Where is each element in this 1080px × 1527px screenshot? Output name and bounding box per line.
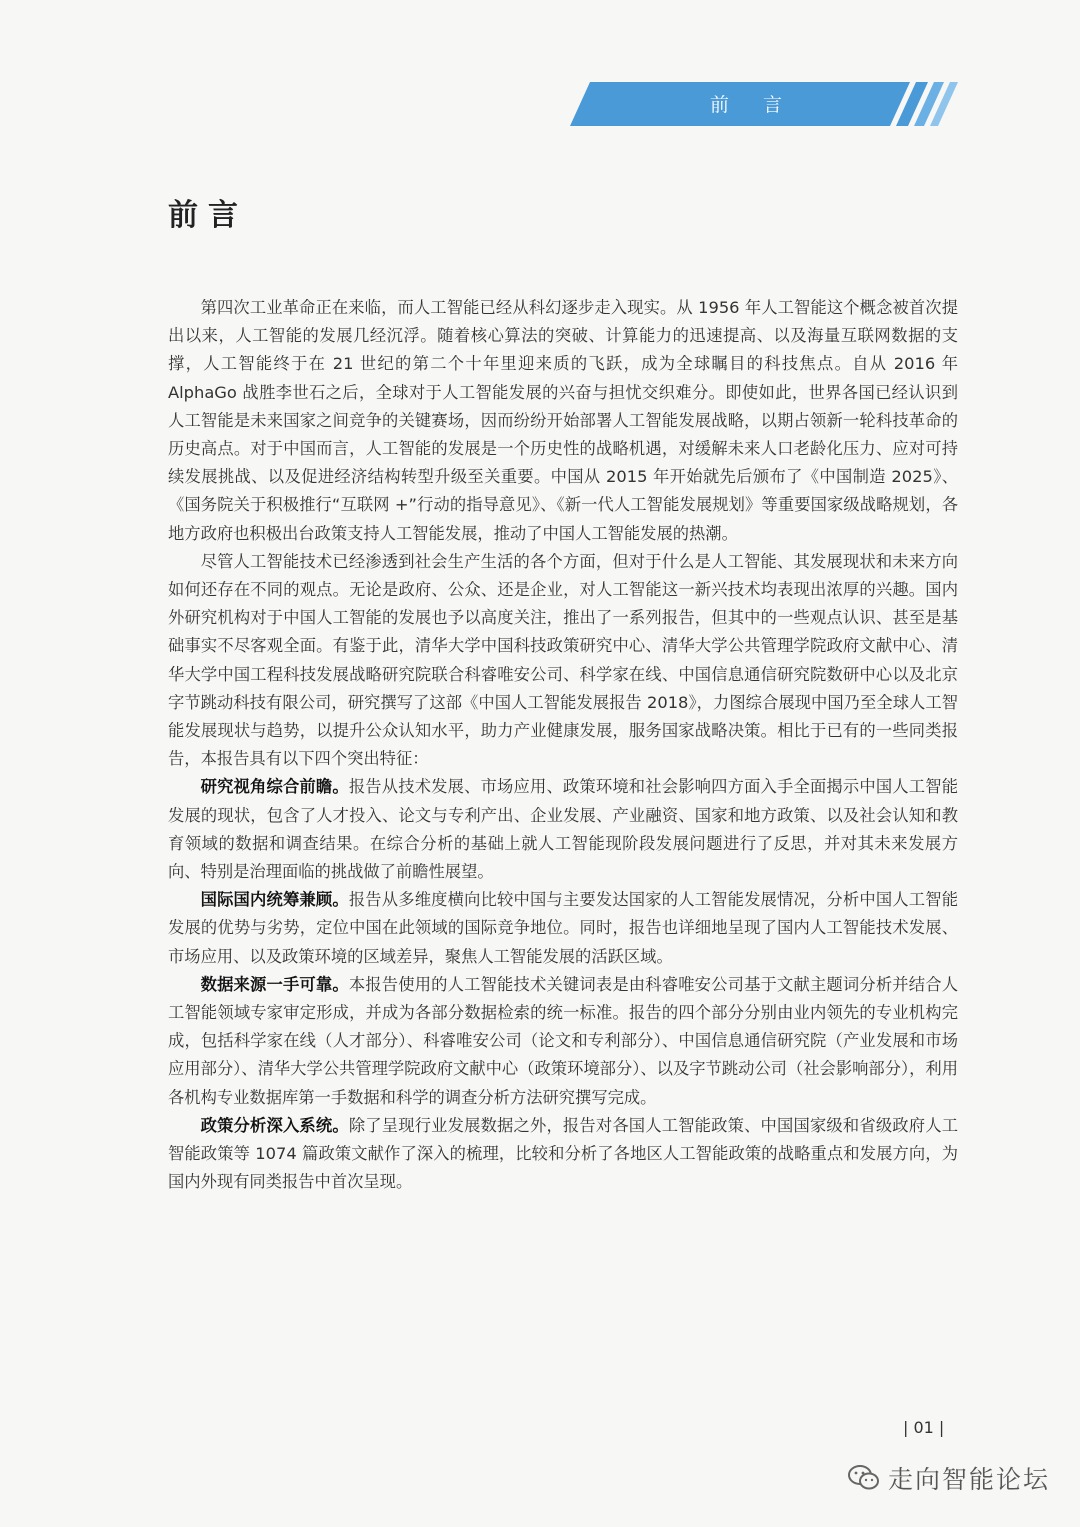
paragraph-lead: 数据来源一手可靠。	[200, 974, 349, 994]
paragraph-lead: 政策分析深入系统。	[200, 1115, 349, 1135]
wechat-icon	[848, 1464, 880, 1492]
chapter-header-banner	[560, 82, 980, 126]
paragraph-text: 本报告使用的人工智能技术关键词表是由科睿唯安公司基于文献主题词分析并结合人工智能领域专家审定形成，并成为各部分数据检索的统一标准。报告的四个部分分别由业内领先的专业机构完成，包括科学家在线（人才部分）、科睿唯安公司（论文和专利部分）、中国信息通信研究院（产业发展和市场应用部分）、清华大学公共管理学院政府文献中心（政策环境部分）、以及字节跳动公司（社会影响部分），利用各机构专业数据库第一手数据和科学的调查分析方法研究撰写完成。	[168, 974, 958, 1107]
paragraph	[168, 971, 958, 1112]
body-text	[168, 294, 958, 1197]
paragraph-text: 报告从多维度横向比较中国与主要发达国家的人工智能发展情况，分析中国人工智能发展的优势与劣势，定位中国在此领域的国际竞争地位。同时，报告也详细地呈现了国内人工智能技术发展、市场应用、以及政策环境的区域差异，聚焦人工智能发展的活跃区域。	[168, 890, 958, 966]
page-title: 前言	[168, 198, 248, 233]
paragraph	[168, 548, 958, 774]
paragraph-lead: 研究视角综合前瞻。	[200, 777, 349, 797]
paragraph-text: 第四次工业革命正在来临，而人工智能已经从科幻逐步走入现实。从 1956 年人工智能这个概念被首次提出以来，人工智能的发展几经沉浮。随着核心算法的突破、计算能力的迅速提高、以及海量互联网数据的支撑，人工智能终于在 21 世纪的第二个十年里迎来质的飞跃，成为全球瞩目的科技焦点。自从 2016 年 AlphaGo 战胜李世石之后，全球对于人工智能发展的兴奋与担忧交织难分。即使如此，世界各国已经认识到人工智能是未来国家之间竞争的关键赛场，因而纷纷开始部署人工智能发展战略，以期占领新一轮科技革命的历史高点。对于中国而言，人工智能的发展是一个历史性的战略机遇，对缓解未来人口老龄化压力、应对可持续发展挑战、以及促进经济结构转型升级至关重要。中国从 2015 年开始就先后颁布了《中国制造 2025》、《国务院关于积极推行“互联网 +”行动的指导意见》、《新一代人工智能发展规划》等重要国家级战略规划，各地方政府也积极出台政策支持人工智能发展，推动了中国人工智能发展的热潮。	[168, 298, 958, 543]
header-label: 前 言	[710, 94, 797, 116]
paragraph-lead: 国际国内统筹兼顾。	[200, 890, 349, 910]
paragraph-text: 报告从技术发展、市场应用、政策环境和社会影响四方面入手全面揭示中国人工智能发展的现状，包含了人才投入、论文与专利产出、企业发展、产业融资、国家和地方政策、以及社会认知和教育领域的数据和调查结果。在综合分析的基础上就人工智能现阶段发展问题进行了反思，并对其未来发展方向、特别是治理面临的挑战做了前瞻性展望。	[168, 777, 958, 882]
watermark	[848, 1458, 1050, 1498]
watermark-text: 走向智能论坛	[888, 1465, 1051, 1494]
paragraph	[168, 1112, 958, 1197]
paragraph	[168, 886, 958, 971]
paragraph-text: 除了呈现行业发展数据之外，报告对各国人工智能政策、中国国家级和省级政府人工智能政策等 1074 篇政策文献作了深入的梳理，比较和分析了各地区人工智能政策的战略重点和发展方向，为国内外现有同类报告中首次呈现。	[168, 1115, 958, 1192]
page-number: | 01 |	[903, 1418, 945, 1437]
paragraph-text: 尽管人工智能技术已经渗透到社会生产生活的各个方面，但对于什么是人工智能、其发展现状和未来方向如何还存在不同的观点。无论是政府、公众、还是企业，对人工智能这一新兴技术均表现出浓厚的兴趣。国内外研究机构对于中国人工智能的发展也予以高度关注，推出了一系列报告，但其中的一些观点认识、甚至是基础事实不尽客观全面。有鉴于此，清华大学中国科技政策研究中心、清华大学公共管理学院政府文献中心、清华大学中国工程科技发展战略研究院联合科睿唯安公司、科学家在线、中国信息通信研究院数研中心以及北京字节跳动科技有限公司，研究撰写了这部《中国人工智能发展报告 2018》，力图综合展现中国乃至全球人工智能发展现状与趋势，以提升公众认知水平，助力产业健康发展，服务国家战略决策。相比于已有的一些同类报告，本报告具有以下四个突出特征：	[168, 551, 958, 769]
paragraph	[168, 773, 958, 886]
paragraph	[168, 294, 958, 548]
